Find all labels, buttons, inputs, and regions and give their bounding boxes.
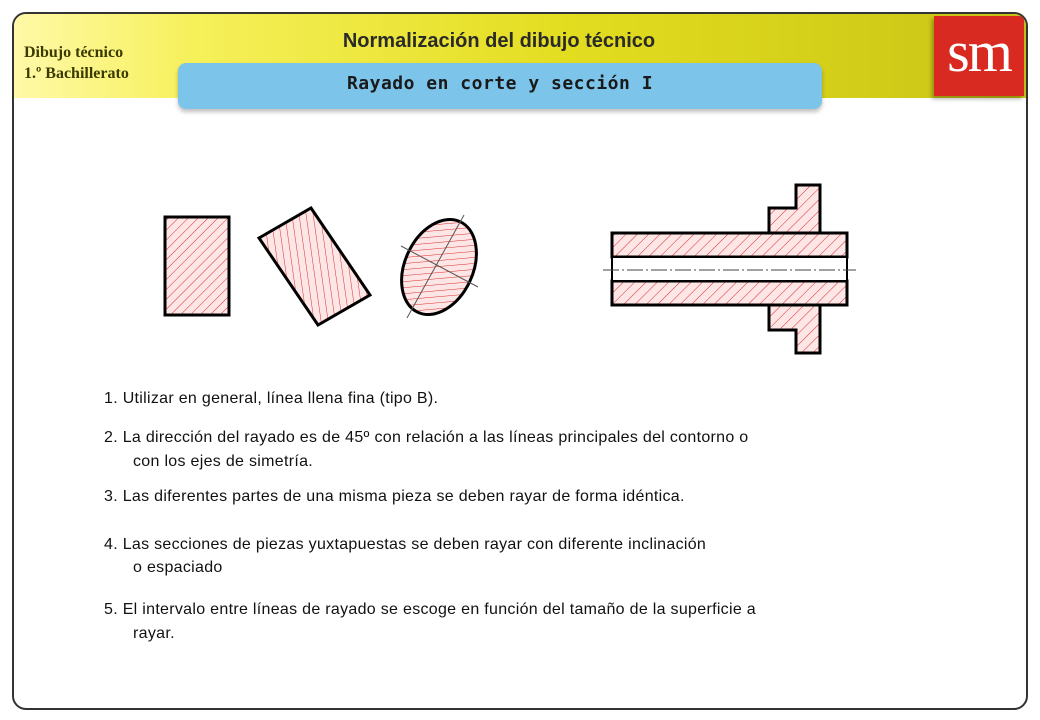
shaft-section-drawing	[603, 185, 856, 353]
rule-3-line-1: 3. Las diferentes partes de una misma pieza se deben rayar de forma idéntica.	[104, 488, 685, 505]
rule-4-line-2: o espaciado	[133, 559, 223, 576]
rule-5-line-1: 5. El intervalo entre líneas de rayado se escoge en función del tamaño de la superficie a	[104, 601, 756, 618]
rule-4-line-1: 4. Las secciones de piezas yuxtapuestas se deben rayar con diferente inclinación	[104, 536, 707, 553]
page-subtitle: Rayado en corte y sección I	[346, 73, 654, 94]
page-title: Normalización del dibujo técnico	[342, 30, 656, 52]
hatched-tilted-rectangle	[259, 208, 370, 325]
subject-line-2: 1.º Bachillerato	[24, 65, 129, 82]
hatched-rectangle	[165, 217, 229, 315]
rule-2-line-2: con los ejes de simetría.	[133, 453, 314, 470]
hatched-ellipse	[387, 207, 491, 326]
rule-1-line-1: 1. Utilizar en general, línea llena fina (tipo B).	[104, 390, 439, 407]
subject-line-1: Dibujo técnico	[24, 44, 124, 61]
logo-text: sm	[947, 19, 1011, 84]
rule-2-line-1: 2. La dirección del rayado es de 45º con relación a las líneas principales del contorno o	[104, 429, 749, 446]
rule-5-line-2: rayar.	[133, 625, 175, 642]
